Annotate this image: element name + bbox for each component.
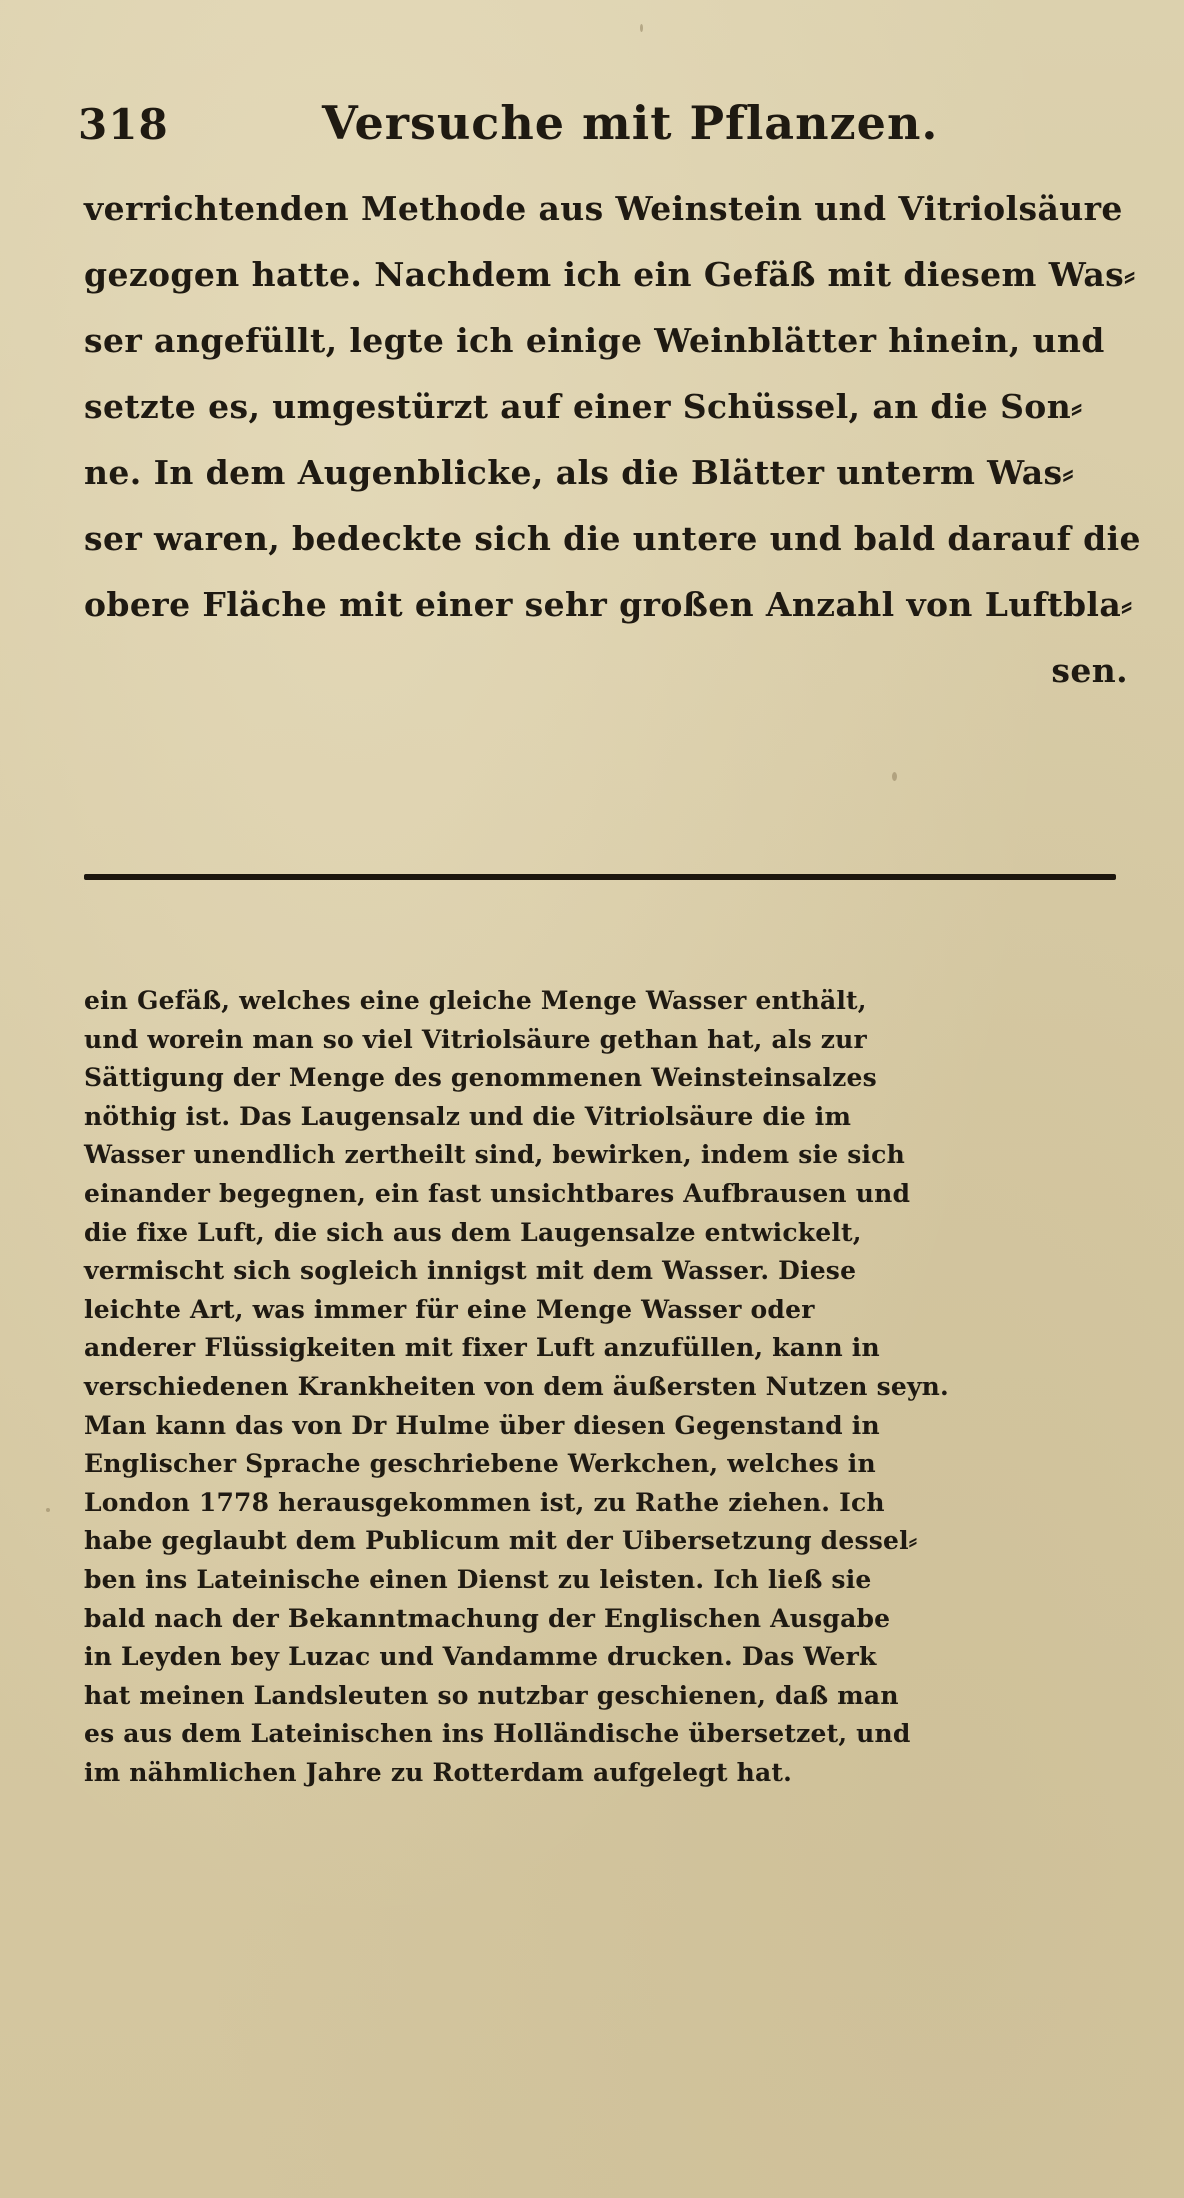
footnote-line: Englischer Sprache geschriebene Werkchen, welches in (84, 1449, 876, 1479)
footnote-line: ein Gefäß, welches eine gleiche Menge Wasser enthält, (84, 986, 867, 1015)
text-line: obere Fläche mit einer sehr großen Anzahl von Luftbla⸗ (84, 585, 1133, 624)
footnote-line: nöthig ist. Das Laugensalz und die Vitriolsäure die im (84, 1101, 852, 1131)
footnote-line: habe geglaubt dem Publicum mit der Uibersetzung dessel⸗ (84, 1526, 918, 1556)
text-line: ne. In dem Augenblicke, als die Blätter unterm Was⸗ (84, 453, 1074, 492)
text-line: setzte es, umgestürzt auf einer Schüssel, an die Son⸗ (84, 387, 1083, 426)
footnote-line: vermischt sich sogleich innigst mit dem Wasser. Diese (84, 1256, 857, 1286)
running-title: Versuche mit Pflanzen. (322, 96, 939, 150)
text-line: ser angefüllt, legte ich einige Weinblätter hinein, und (84, 321, 1105, 360)
footnote-separator-rule (84, 874, 1116, 880)
footnote-line: und worein man so viel Vitriolsäure gethan hat, als zur (84, 1024, 867, 1054)
paper-speck (640, 24, 643, 32)
page-header (72, 92, 1112, 162)
main-paragraph (84, 176, 1164, 704)
footnote-line: Man kann das von Dr Hulme über diesen Gegenstand in (84, 1410, 880, 1440)
text-line: verrichtenden Methode aus Weinstein und Vitriolsäure (84, 189, 1123, 228)
footnote-line: Wasser unendlich zertheilt sind, bewirken, indem sie sich (84, 1140, 905, 1170)
footnote-line: einander begegnen, ein fast unsichtbares Aufbrausen und (84, 1178, 911, 1208)
text-line: ser waren, bedeckte sich die untere und bald darauf die (84, 519, 1141, 558)
footnote-line: bald nach der Bekanntmachung der Englischen Ausgabe (84, 1603, 891, 1633)
footnote-line: London 1778 herausgekommen ist, zu Rathe ziehen. Ich (84, 1487, 885, 1517)
footnote-line: die fixe Luft, die sich aus dem Laugensalze entwickelt, (84, 1217, 862, 1247)
footnote-line: anderer Flüssigkeiten mit fixer Luft anzufüllen, kann in (84, 1333, 880, 1363)
footnote (84, 982, 1144, 1792)
footnote-line: verschiedenen Krankheiten von dem äußersten Nutzen seyn. (84, 1371, 949, 1401)
footnote-line: ben ins Lateinische einen Dienst zu leisten. Ich ließ sie (84, 1564, 872, 1594)
footnote-line: in Leyden bey Luzac und Vandamme drucken. Das Werk (84, 1642, 877, 1672)
footnote-line: Sättigung der Menge des genommenen Weinsteinsalzes (84, 1063, 877, 1093)
footnote-line: im nähmlichen Jahre zu Rotterdam aufgelegt hat. (84, 1757, 793, 1787)
paper-speck (46, 1508, 50, 1512)
text-line: sen. (1051, 651, 1128, 690)
text-line: gezogen hatte. Nachdem ich ein Gefäß mit diesem Was⸗ (84, 255, 1136, 294)
footnote-line: leichte Art, was immer für eine Menge Wasser oder (84, 1294, 815, 1324)
footnote-line: es aus dem Lateinischen ins Holländische übersetzet, und (84, 1719, 911, 1749)
page-number: 318 (78, 100, 169, 149)
paper-speck (892, 772, 897, 781)
footnote-line: hat meinen Landsleuten so nutzbar geschienen, daß man (84, 1680, 899, 1710)
